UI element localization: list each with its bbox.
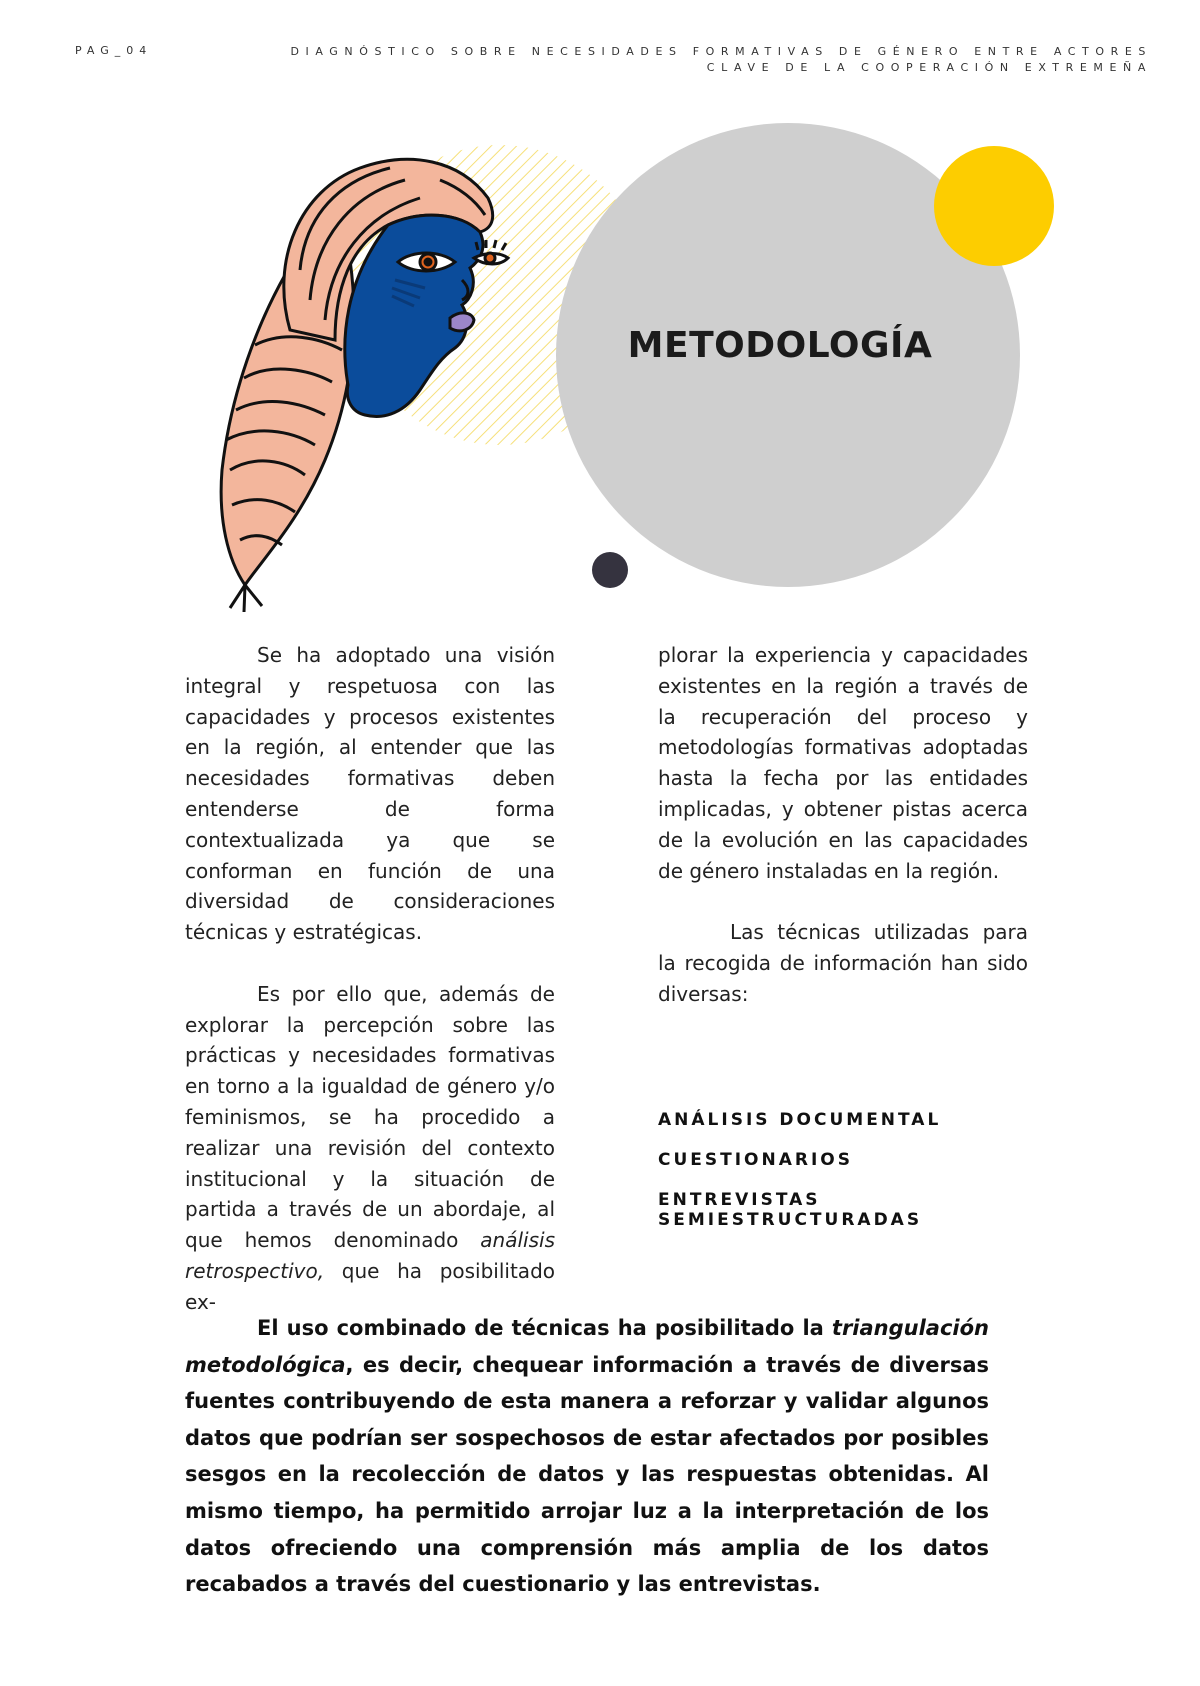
techniques-list	[658, 1110, 1058, 1250]
paragraph	[185, 979, 555, 1318]
conclusion-emphasis: triangulación metodológica	[185, 1316, 989, 1377]
paragraph: Se ha adoptado una visión integral y respetuosa con las capacidades y procesos existentes en la región, al entender que las necesidades formativas deben entenderse de forma contextualizada ya que se conforman en función de una diversidad de consideraciones técnicas y estratégicas.	[185, 643, 555, 945]
conclusion-paragraph	[185, 1310, 989, 1603]
technique-item: CUESTIONARIOS	[658, 1150, 854, 1170]
dark-dot	[592, 552, 628, 588]
emphasis-text: análisis retrospectivo,	[185, 1228, 555, 1283]
conclusion-text: El uso combinado de técnicas ha posibilitado la	[257, 1316, 832, 1340]
woman-illustration-icon	[0, 0, 1200, 620]
technique-item: ENTREVISTAS SEMIESTRUCTURADAS	[658, 1190, 923, 1230]
paragraph: plorar la experiencia y capacidades existentes en la región a través de la recuperación del proceso y metodologías formativas adoptadas hasta la fecha por las entidades implicadas, y obtener pistas acerca de la evolución en las capacidades de género instaladas en la región.	[658, 643, 1028, 883]
technique-item: ANÁLISIS DOCUMENTAL	[658, 1110, 942, 1130]
body-column-left	[185, 640, 555, 1318]
section-title: METODOLOGÍA	[627, 325, 933, 366]
conclusion-text: , es decir, chequear información a través de diversas fuentes contribuyendo de esta manera a reforzar y validar algunos datos que podrían ser sospechosos de estar afectados por posibles sesgos en la recolección de datos y las respuestas obtenidas. Al mismo tiempo, ha permitido arrojar luz a la interpretación de los datos ofreciendo una comprensión más amplia de los datos recabados a través del cuestionario y las entrevistas.	[185, 1352, 989, 1597]
document-title-line-1: DIAGNÓSTICO SOBRE NECESIDADES FORMATIVAS DE GÉNERO ENTRE ACTORES	[290, 45, 1152, 58]
paragraph-text: que ha posibilitado ex-	[185, 1258, 555, 1314]
yellow-circle	[934, 146, 1054, 266]
body-column-right	[658, 640, 1028, 1010]
paragraph: Las técnicas utilizadas para la recogida de información han sido diversas:	[658, 920, 1028, 1006]
page-number: PAG_04	[75, 44, 153, 57]
paragraph-text: Es por ello que, además de explorar la percepción sobre las prácticas y necesidades formativas en torno a la igualdad de género y/o feminismos, se ha procedido a realizar una revisión del contexto institucional y la situación de partida a través de un abordaje, al que hemos denominado	[185, 981, 555, 1253]
document-title-line-2: CLAVE DE LA COOPERACIÓN EXTREMEÑA	[706, 61, 1152, 74]
